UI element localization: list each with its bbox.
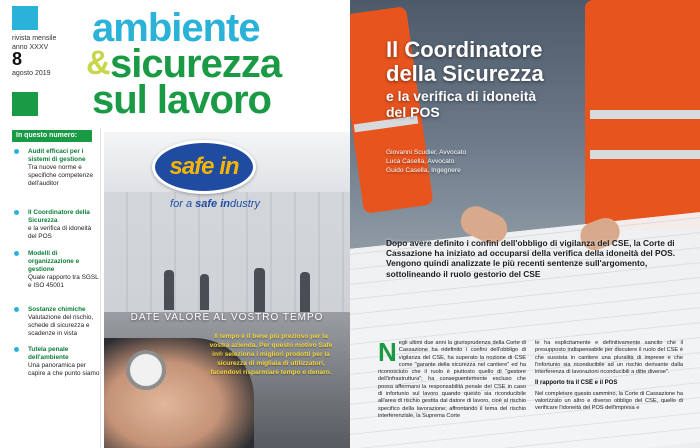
bullet-icon (14, 347, 19, 352)
article-column-2 (535, 340, 683, 413)
section-subheading: Il rapporto tra il CSE e il POS (535, 380, 618, 387)
article-page (350, 0, 700, 448)
toc-item-desc: Tra nuove norme e specifiche competenze dell'auditor (28, 164, 94, 187)
issue-date: agosto 2019 (12, 70, 51, 77)
safe-in-logo (152, 140, 256, 194)
toc-item-desc: e la verifica di idoneità del POS (28, 225, 92, 240)
toc-item-title: Il Coordinatore della Sicurezza (28, 209, 90, 224)
person-figure (300, 272, 310, 312)
bullet-icon (14, 210, 19, 215)
toc-item-title: Sostanze chimiche (28, 306, 86, 313)
person-figure (200, 274, 209, 310)
article-column-1 (378, 337, 526, 420)
toc-item-desc: Una panoramica per capire a che punto siamo (28, 362, 100, 377)
article-abstract: Dopo avere definito i confini dell'obbligo di vigilanza del CSE, la Corte di Cassazione ha iniziato ad occuparsi della verifica della idoneità del POS. Vengono quindi analizzate le più recenti sentenze sull'argomento, sottolineando il ruolo gestorio del CSE (386, 238, 676, 279)
drop-cap: N (378, 337, 397, 367)
masthead-sicurezza: sicurezza (110, 42, 282, 86)
tagline-rest: dustry (229, 198, 260, 210)
person-figure (164, 270, 174, 310)
masthead-ambiente: ambiente (92, 6, 260, 50)
person-figure (254, 268, 265, 312)
safe-in-advertisement (104, 132, 350, 448)
article-subtitle: e la verifica di idoneità del POS (386, 88, 537, 120)
ad-promo-text: Il tempo è il bene più prezioso per la vostra azienda. Per questo motivo Safe in® seleziona i migliori prodotti per la sicurezza di migliaia di utilizzatori, facendovi risparmiare tempo e denaro. (209, 333, 333, 376)
magazine-meta: rivista mensile anno XXXV (12, 35, 57, 51)
tagline-prefix: for a (170, 198, 196, 210)
toc-item[interactable] (12, 209, 100, 241)
toc-item[interactable] (12, 306, 100, 338)
vest-reflective-stripe (590, 150, 700, 159)
column-2-intro: te ha esplicitamente e definitivamente sancito che il presupposto indispensabile per discutere il ruolo del CSE è che sussista in cantiere una pluralità di imprese e che l'infortunio sia riconducibile ad un rischio derivante dalla interferenza di lavorazioni riconducibili a ditte diverse". (535, 340, 683, 376)
toc-item-desc: Quale rapporto tra SGSL e ISO 45001 (28, 274, 99, 289)
toc-divider (100, 128, 101, 448)
issue-number: 8 (12, 49, 23, 69)
column-1-text: egli ultimi due anni la giurisprudenza della Corte di Cassazione ha ridefinito i confini dell'obbligo di vigilanza del CSE, ha superato la nozione di CSE come "garante della sicurezza nel cantiere" ed ha riconosciuto che il ruolo è piuttosto quello di "gestore dell'infrastruttura"; ha conseguentemente escluso che possa affermarsi la responsabilità penale del CSE in caso di infortunio sul lavoro quando questo sia riconducibile all'area di rischio gestita dal datore di lavoro, cioè al rischio specifico della lavorazione; affrontando il tema del rischio interferenziale, la Suprema Corte (378, 340, 526, 419)
watch-icon (126, 350, 166, 390)
toc-item-title: Audit efficaci per i sistemi di gestione (28, 148, 86, 163)
toc-item[interactable] (12, 148, 100, 188)
column-2-text: Nel completare questo cammino, la Corte di Cassazione ha valorizzato un altro e diverso obbligo del CSE, quello di verificare l'idoneità del POS dell'impresa e (535, 390, 683, 412)
tagline-bold: safe in (195, 198, 230, 210)
masthead-ampersand: & (86, 44, 111, 82)
ad-slogan: DATE VALORE AL VOSTRO TEMPO (130, 312, 324, 323)
vest-reflective-stripe (590, 110, 700, 119)
toc-item-title: Modelli di organizzazione e gestione (28, 250, 80, 273)
toc-item[interactable] (12, 346, 100, 378)
article-authors: Giovanni Scudier, Avvocato Luca Casella, Avvocato Guido Casella, Ingegnere (386, 149, 467, 174)
green-square-decoration (12, 92, 38, 116)
bullet-icon (14, 307, 19, 312)
toc-item[interactable] (12, 250, 100, 290)
logo-tagline (140, 198, 290, 210)
logo-text: safe in (169, 153, 239, 180)
toc-item-desc: Valutazione del rischio, schede di sicurezza e scadenze in vista (28, 314, 94, 337)
toc-item-title: Tutela penale dell'ambiente (28, 346, 69, 361)
cyan-square-decoration (12, 6, 38, 30)
toc-heading: In questo numero: (12, 130, 92, 142)
article-title: Il Coordinatore della Sicurezza (386, 37, 544, 86)
bullet-icon (14, 149, 19, 154)
office-windows (104, 192, 350, 312)
bullet-icon (14, 251, 19, 256)
masthead-sul-lavoro: sul lavoro (92, 78, 271, 122)
